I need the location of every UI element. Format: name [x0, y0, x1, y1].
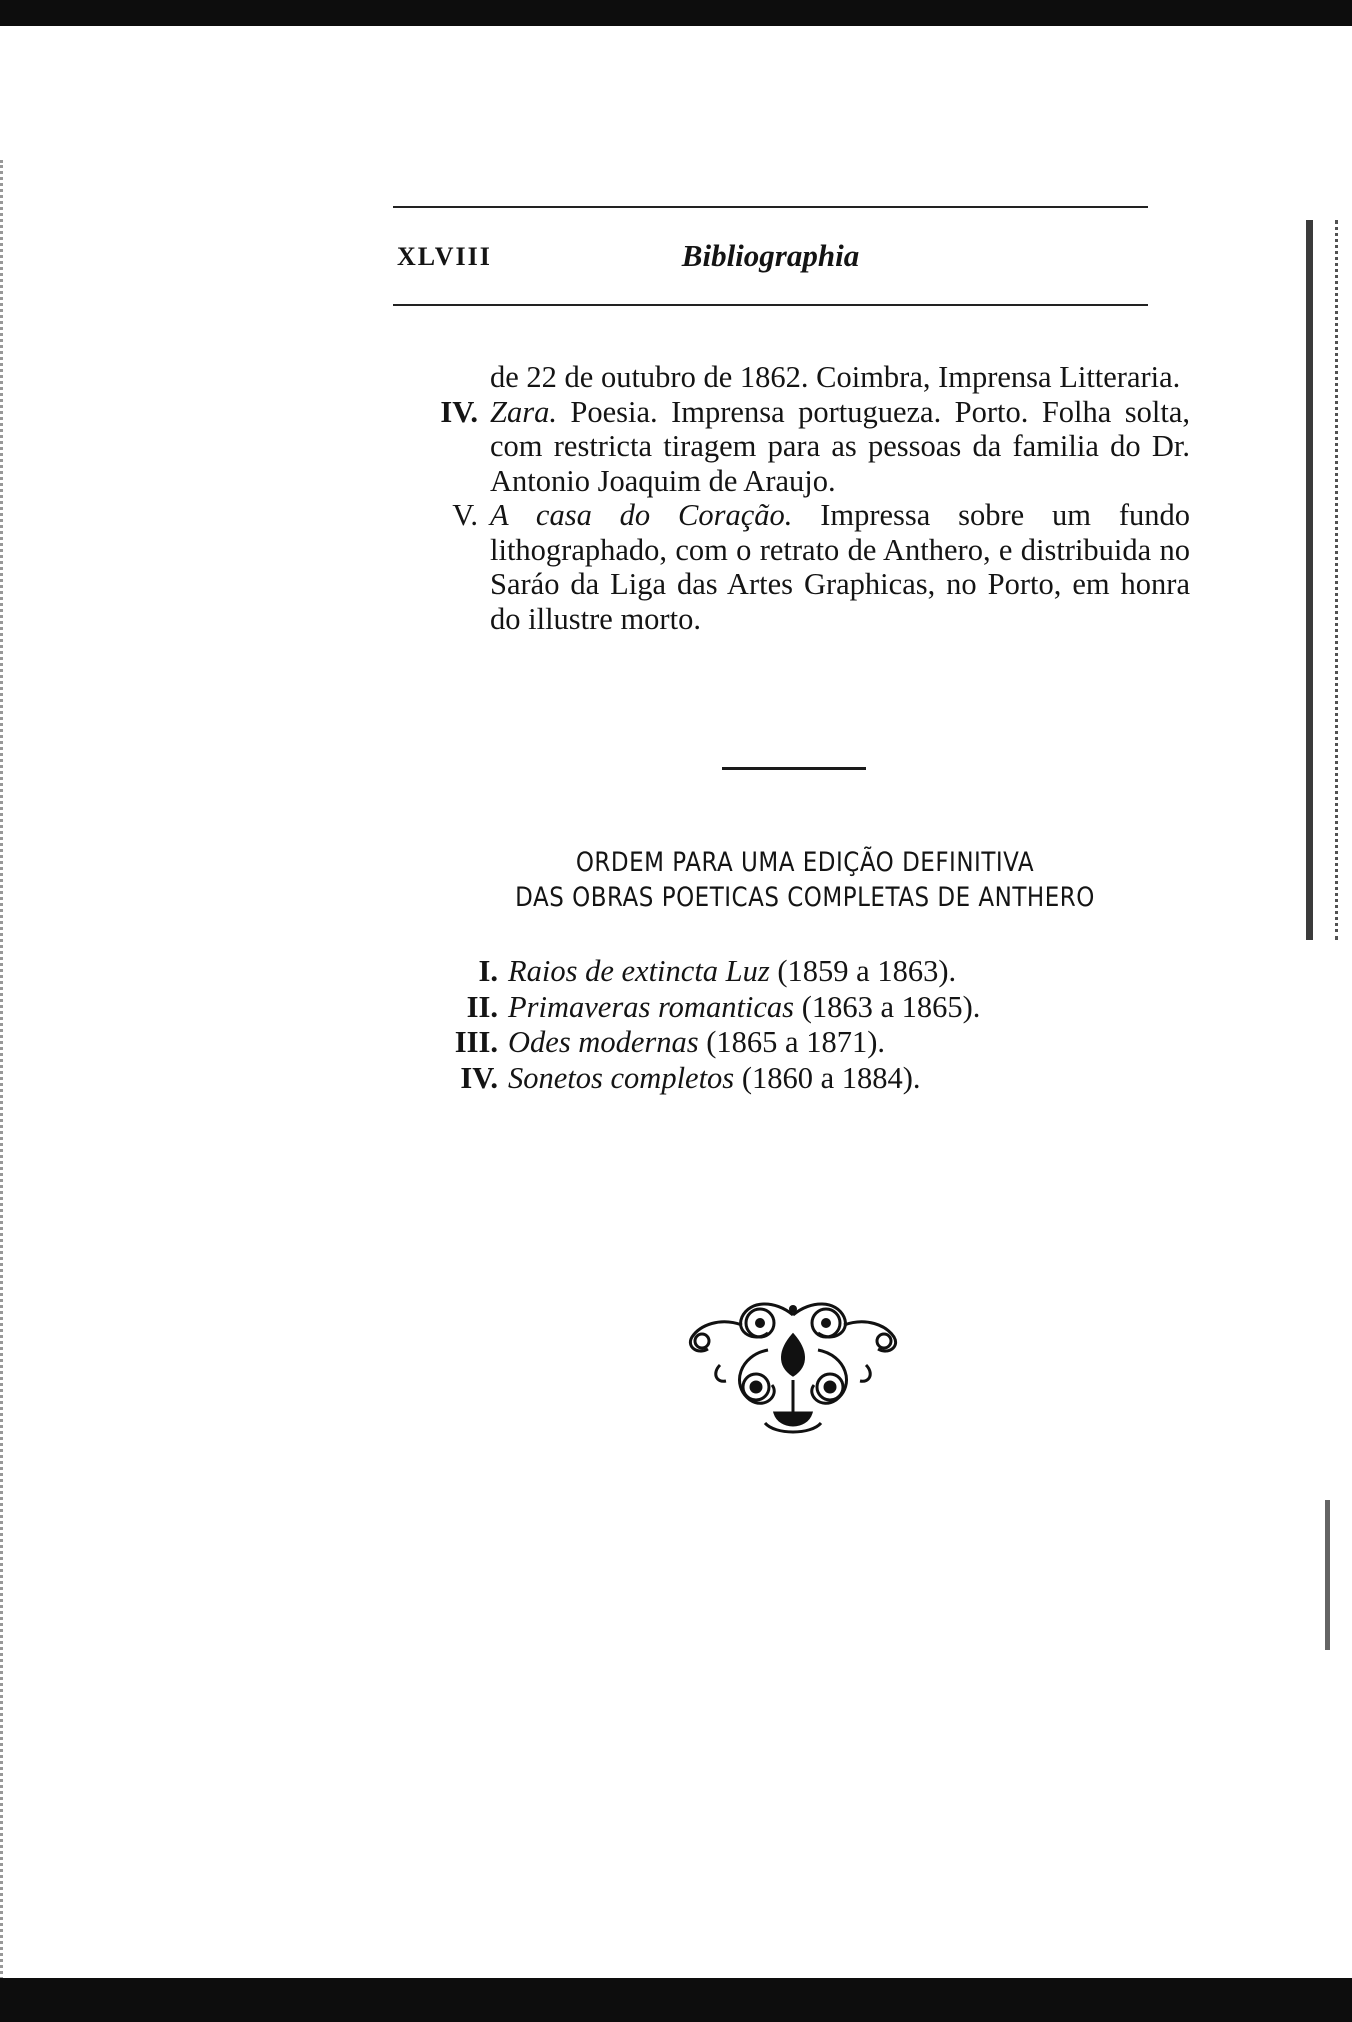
floral-tailpiece-icon [680, 1295, 906, 1440]
bibliography-entries [420, 360, 1190, 636]
scan-edge-left [0, 160, 31, 1980]
list-item [420, 1025, 1190, 1061]
scan-border-top [0, 0, 1352, 26]
section-title-line-2: DAS OBRAS POETICAS COMPLETAS DE ANTHERO [515, 883, 1095, 913]
item-title: Primaveras romanticas [508, 989, 795, 1024]
running-title: Bibliographia [681, 238, 860, 273]
item-title: Odes modernas [508, 1025, 699, 1059]
page-folio: XLVIII [397, 242, 492, 271]
item-number: I. [478, 954, 498, 988]
entry-title: A casa do Coração. [490, 498, 793, 532]
entry-number: V. [452, 498, 478, 532]
bibliography-entry [420, 395, 1190, 499]
list-item [420, 990, 1190, 1026]
item-number: IV. [460, 1060, 498, 1095]
entry-text: Poesia. Imprensa portugueza. Porto. Folha solta, com restricta tiragem para as pessoas da familia do Dr. Antonio Joaquim de Araujo. [490, 394, 1190, 498]
section-divider [722, 767, 866, 770]
bibliography-entry [420, 360, 1190, 395]
item-title: Sonetos completos [508, 1060, 735, 1095]
header-rule-bottom [393, 304, 1148, 306]
section-title-line-1: ORDEM PARA UMA EDIÇÃO DEFINITIVA [575, 848, 1035, 878]
scan-edge-right-lower [1325, 1500, 1330, 1650]
bibliography-entry [420, 498, 1190, 636]
entry-text: Impressa sobre um fundo lithographado, com o retrato de Anthero, e distribuida no Saráo da Liga das Artes Graphicas, no Porto, em honra do illustre morto. [490, 498, 1190, 636]
list-item [420, 954, 1190, 990]
item-years: (1863 a 1865). [794, 989, 981, 1024]
scan-edge-right [1306, 220, 1338, 940]
item-years: (1865 a 1871). [698, 1025, 885, 1059]
item-years: (1859 a 1863). [769, 954, 957, 988]
header-rule-top [393, 206, 1148, 208]
scan-border-bottom [0, 1978, 1352, 2022]
item-years: (1860 a 1884). [734, 1060, 921, 1095]
entry-title: Zara. [490, 394, 557, 429]
running-head [393, 238, 1148, 278]
item-title: Raios de extincta Luz [508, 954, 770, 988]
item-number: III. [454, 1025, 498, 1059]
entry-number: IV. [440, 394, 478, 429]
list-item [420, 1061, 1190, 1097]
edition-order-list [420, 954, 1190, 1096]
entry-text: de 22 de outubro de 1862. Coimbra, Imprensa Litteraria. [490, 360, 1181, 394]
item-number: II. [466, 989, 498, 1024]
